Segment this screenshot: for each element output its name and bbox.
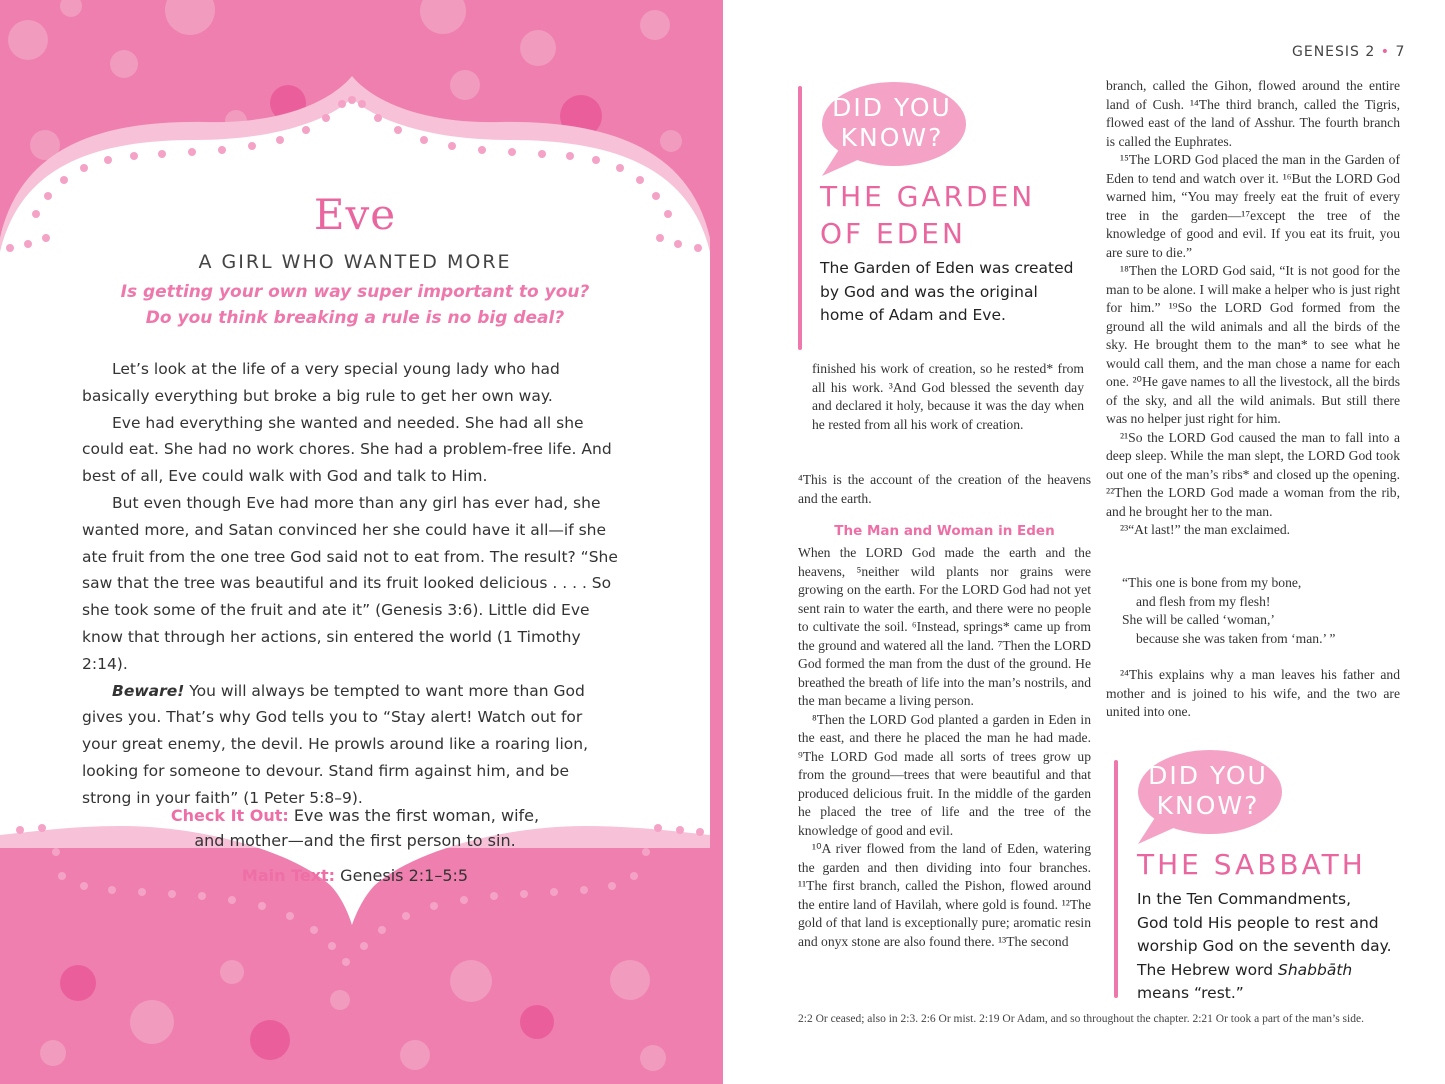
bubble-line: DID YOU bbox=[1148, 761, 1268, 790]
story-paragraph: Let’s look at the life of a very special young lady who had basically everything but broke a big rule to get her own way. bbox=[82, 360, 560, 405]
body-line: home of Adam and Eve. bbox=[820, 306, 1006, 324]
bubble-line: KNOW? bbox=[840, 123, 944, 152]
header-page-number: 7 bbox=[1395, 44, 1406, 60]
scripture-paragraph: ²³“At last!” the man exclaimed. bbox=[1120, 522, 1291, 537]
scripture-paragraph: ⁴This is the account of the creation of the heavens and the earth. bbox=[798, 472, 1091, 506]
scripture-paragraph: ¹⁰A river flowed from the land of Eden, watering the garden and then dividing into four branches. ¹¹The first branch, called the Pishon, flowed around the entire land of Havilah, where gold is found. ¹²The gold of that land is exceptionally pure; aromatic resin and onyx stone are also found there. ¹³The second bbox=[798, 841, 1091, 949]
story-text bbox=[82, 356, 622, 812]
check-it-out-line2: and mother—and the first person to sin. bbox=[194, 831, 516, 850]
body-line: means “rest.” bbox=[1137, 984, 1244, 1002]
scripture-column-1 bbox=[798, 544, 1091, 951]
running-header bbox=[1292, 44, 1405, 60]
beware-label: Beware! bbox=[112, 681, 185, 700]
story-paragraph: But even though Eve had more than any girl has ever had, she wanted more, and Satan convinced her she could have it all—if she ate fruit from the one tree God said not to eat from. The result? “She saw that the tree was beautiful and its fruit looked delicious . . . . So she took some of the fruit and ate it” (Genesis 3:6). Little did Eve know that through her actions, sin entered the world (1 Timothy 2:14). bbox=[82, 493, 618, 673]
sidebar-heading bbox=[820, 178, 1035, 252]
main-reference: Genesis 2:1–5:5 bbox=[335, 866, 469, 885]
scripture-paragraph: finished his work of creation, so he rested* from all his work. ³And God blessed the seventh day and declared it holy, because it was the day when he rested from all his work of creation. bbox=[812, 361, 1084, 432]
body-line: In the Ten Commandments, bbox=[1137, 890, 1352, 908]
main-label: Main Text: bbox=[241, 866, 336, 885]
reflection-question: Is getting your own way super important to you? bbox=[120, 282, 590, 302]
body-text: The Hebrew word bbox=[1137, 960, 1278, 979]
sidebar-heading: THE SABBATH bbox=[1137, 848, 1366, 881]
scripture-paragraph bbox=[1106, 666, 1400, 722]
bubble-line: DID YOU bbox=[832, 93, 952, 122]
did-you-know-label bbox=[1138, 761, 1278, 821]
scripture-paragraph: When the LORD God made the earth and the heavens, ⁵neither wild plants nor grains were growing on the earth. For the LORD God had not yet sent rain to water the earth, and there were no people to cultivate the soil. ⁶Instead, springs* came up from the ground and watered all the land. ⁷Then the LORD God formed the man from the dust of the ground. He breathed the breath of life into the man’s nostrils, and the man became a living person. bbox=[798, 545, 1091, 708]
story-paragraph: Eve had everything she wanted and needed. She had all she could eat. She had no work chores. She had a problem-free life. And best of all, Eve could walk with God and talk to Him. bbox=[82, 413, 612, 486]
scripture-paragraph-text: ²⁴This explains why a man leaves his father and mother and is joined to his wife, and the two are united into one. bbox=[1106, 667, 1400, 719]
body-line: by God and was the original bbox=[820, 282, 1038, 301]
body-line bbox=[1137, 959, 1392, 983]
body-line: God told His people to rest and bbox=[1137, 913, 1379, 932]
beware-paragraph bbox=[82, 678, 622, 812]
heading-line: OF EDEN bbox=[820, 217, 966, 250]
sidebar-body bbox=[1137, 888, 1392, 1006]
hebrew-word: Shabbāth bbox=[1277, 960, 1353, 979]
bubble-line: KNOW? bbox=[1156, 791, 1260, 820]
subtitle: A GIRL WHO WANTED MORE bbox=[198, 251, 512, 273]
header-bullet: • bbox=[1380, 44, 1390, 60]
poem-line: and flesh from my flesh! bbox=[1136, 593, 1271, 609]
poem-line: “This one is bone from my bone, bbox=[1122, 575, 1302, 590]
sidebar-rule bbox=[798, 86, 802, 350]
main-text bbox=[0, 866, 710, 885]
heading-line: THE GARDEN bbox=[820, 180, 1036, 213]
check-label: Check It Out: bbox=[170, 806, 289, 825]
check-text: Eve was the first woman, wife, bbox=[288, 806, 540, 825]
body-line: worship God on the seventh day. bbox=[1137, 937, 1392, 955]
scripture-column-2 bbox=[1106, 77, 1400, 540]
page-title: Eve bbox=[313, 190, 397, 239]
body-line: The Garden of Eden was created bbox=[820, 259, 1074, 277]
poem-line: She will be called ‘woman,’ bbox=[1122, 612, 1275, 627]
poem bbox=[1122, 574, 1402, 648]
scripture-paragraph: ²¹So the LORD God caused the man to fall into a deep sleep. While the man slept, the LORD God took out one of the man’s ribs* and closed up the opening. ²²Then the LORD God made a woman from the rib, and he brought her to the man. bbox=[1106, 429, 1400, 519]
header-book: GENESIS 2 bbox=[1292, 44, 1376, 60]
beware-text: You will always be tempted to want more than God gives you. That’s why God tells you to “Stay alert! Watch out for your great enemy, the devil. He prowls around like a roaring lion, looking for someone to devour. Stand firm against him, and be strong in your faith” (1 Peter 5:8–9). bbox=[82, 681, 589, 807]
scripture-paragraph: ¹⁵The LORD God placed the man in the Garden of Eden to tend and watch over it. ¹⁶But the LORD God warned him, “You may freely eat the fruit of every tree in the garden—¹⁷except the tree of the knowledge of good and evil. If you eat its fruit, you are sure to die.” bbox=[1106, 152, 1400, 260]
check-it-out bbox=[0, 806, 710, 825]
scripture-paragraph: branch, called the Gihon, flowed around the entire land of Cush. ¹⁴The third branch, called the Tigris, flowed east of the land of Asshur. The fourth branch is called the Euphrates. bbox=[1106, 78, 1400, 149]
did-you-know-label bbox=[822, 93, 962, 153]
section-heading: The Man and Woman in Eden bbox=[834, 523, 1055, 539]
scripture-paragraph: ⁸Then the LORD God planted a garden in Eden in the east, and there he placed the man he had made. ⁹The LORD God made all sorts of trees grow up from the ground—trees that were beautiful and that produced delicious fruit. In the middle of the garden he placed the tree of life and the tree of the knowledge of good and evil. bbox=[798, 711, 1091, 838]
sidebar-body bbox=[820, 257, 1074, 328]
reflection-question: Do you think breaking a rule is no big deal? bbox=[145, 308, 565, 328]
poem-line: because she was taken from ‘man.’ ” bbox=[1136, 630, 1336, 646]
footnotes: 2:2 Or ceased; also in 2:3. 2:6 Or mist. 2:19 Or Adam, and so throughout the chapter. 2:21 Or took a part of the man’s side. bbox=[798, 1013, 1364, 1025]
sidebar-rule bbox=[1114, 760, 1118, 998]
scripture-paragraph: ¹⁸Then the LORD God said, “It is not good for the man to be alone. I will make a helper who is just right for him.” ¹⁹So the LORD God formed from the ground all the wild animals and all the birds of the sky. He brought them to the man* to see what he would call them, and the man chose a name for each one. ²⁰He gave names to all the livestock, all the birds of the sky, and all the wild animals. But still there was no helper just right for him. bbox=[1106, 263, 1400, 426]
